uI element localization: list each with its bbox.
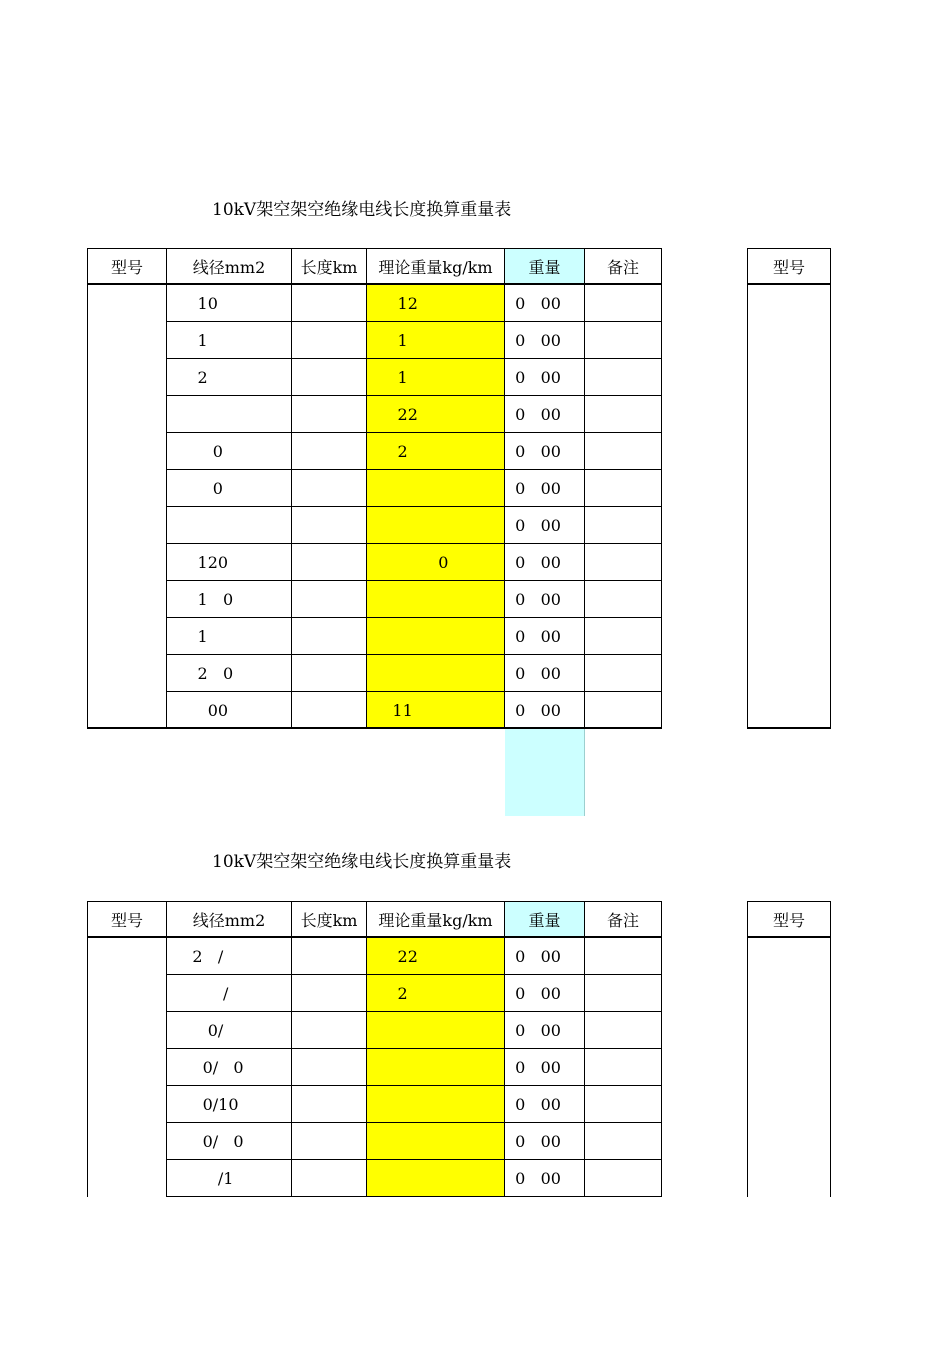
cell-weight[interactable]: 0 00 <box>505 507 585 544</box>
cell-theoretical-weight[interactable]: 1 <box>367 322 505 359</box>
cell-length[interactable] <box>292 1123 367 1160</box>
header-model[interactable]: 型号 <box>87 901 167 938</box>
header-length[interactable]: 长度km <box>292 901 367 938</box>
cell-size[interactable]: 2 <box>167 359 292 396</box>
cell-theoretical-weight[interactable]: 0 <box>367 544 505 581</box>
cell-theoretical-weight[interactable]: 11 <box>367 692 505 729</box>
cell-theoretical-weight[interactable] <box>367 581 505 618</box>
cell-theoretical-weight[interactable] <box>367 1123 505 1160</box>
cell-size[interactable]: 0 <box>167 433 292 470</box>
cell-size[interactable]: 2 0 <box>167 655 292 692</box>
cell-weight[interactable]: 0 00 <box>505 975 585 1012</box>
cell-length[interactable] <box>292 322 367 359</box>
cell-theoretical-weight[interactable]: 1 <box>367 359 505 396</box>
cell-note[interactable] <box>585 1049 662 1086</box>
cell-weight[interactable]: 0 00 <box>505 433 585 470</box>
cell-weight[interactable]: 0 00 <box>505 1049 585 1086</box>
cell-theoretical-weight[interactable] <box>367 1049 505 1086</box>
cell-size[interactable] <box>167 507 292 544</box>
cell-length[interactable] <box>292 359 367 396</box>
cell-weight[interactable]: 0 00 <box>505 470 585 507</box>
header-size[interactable]: 线径mm2 <box>167 901 292 938</box>
header-weight[interactable]: 重量 <box>505 901 585 938</box>
table-title: 10kV架空架空绝缘电线长度换算重量表 <box>212 852 512 872</box>
header-theoretical-weight[interactable]: 理论重量kg/km <box>367 248 505 285</box>
cell-size[interactable]: 0/ <box>167 1012 292 1049</box>
cell-note[interactable] <box>585 396 662 433</box>
cell-size[interactable]: 1 <box>167 322 292 359</box>
cell-note[interactable] <box>585 618 662 655</box>
cell-note[interactable] <box>585 938 662 975</box>
cell-theoretical-weight[interactable] <box>367 655 505 692</box>
cell-weight[interactable]: 0 00 <box>505 938 585 975</box>
cell-note[interactable] <box>585 1123 662 1160</box>
cell-size[interactable]: 0/ 0 <box>167 1123 292 1160</box>
header-note[interactable]: 备注 <box>585 248 662 285</box>
cell-theoretical-weight[interactable] <box>367 618 505 655</box>
header-weight[interactable]: 重量 <box>505 248 585 285</box>
cell-theoretical-weight[interactable] <box>367 470 505 507</box>
header-length[interactable]: 长度km <box>292 248 367 285</box>
cell-note[interactable] <box>585 470 662 507</box>
cell-weight[interactable]: 0 00 <box>505 1160 585 1197</box>
cell-note[interactable] <box>585 507 662 544</box>
cell-note[interactable] <box>585 359 662 396</box>
cell-length[interactable] <box>292 396 367 433</box>
cell-length[interactable] <box>292 692 367 729</box>
cell-note[interactable] <box>585 1160 662 1197</box>
model-merged-cell[interactable] <box>87 285 167 729</box>
cell-size[interactable]: 1 0 <box>167 581 292 618</box>
cell-weight[interactable]: 0 00 <box>505 581 585 618</box>
cell-size[interactable]: 1 <box>167 618 292 655</box>
cell-theoretical-weight[interactable] <box>367 507 505 544</box>
cell-size[interactable]: 0/ 0 <box>167 1049 292 1086</box>
cell-length[interactable] <box>292 618 367 655</box>
header-theoretical-weight[interactable]: 理论重量kg/km <box>367 901 505 938</box>
cell-length[interactable] <box>292 1160 367 1197</box>
cell-note[interactable] <box>585 692 662 729</box>
cell-size[interactable]: 0/10 <box>167 1086 292 1123</box>
cell-length[interactable] <box>292 975 367 1012</box>
cell-size[interactable]: /1 <box>167 1160 292 1197</box>
cell-length[interactable] <box>292 581 367 618</box>
cell-weight[interactable]: 0 00 <box>505 692 585 729</box>
cell-note[interactable] <box>585 1012 662 1049</box>
cell-size[interactable]: 2 / <box>167 938 292 975</box>
cell-note[interactable] <box>585 1086 662 1123</box>
cell-theoretical-weight[interactable]: 22 <box>367 938 505 975</box>
cell-note[interactable] <box>585 975 662 1012</box>
cell-note[interactable] <box>585 581 662 618</box>
cell-weight[interactable]: 0 00 <box>505 285 585 322</box>
header-note[interactable]: 备注 <box>585 901 662 938</box>
cell-weight[interactable]: 0 00 <box>505 1086 585 1123</box>
cell-weight[interactable]: 0 00 <box>505 396 585 433</box>
cell-length[interactable] <box>292 507 367 544</box>
model-merged-cell[interactable] <box>747 938 831 1197</box>
cell-theoretical-weight[interactable]: 2 <box>367 975 505 1012</box>
cell-weight[interactable]: 0 00 <box>505 618 585 655</box>
table-title: 10kV架空架空绝缘电线长度换算重量表 <box>212 200 512 220</box>
cell-weight[interactable]: 0 00 <box>505 1123 585 1160</box>
cell-length[interactable] <box>292 285 367 322</box>
cell-size[interactable]: 0 <box>167 470 292 507</box>
cell-weight[interactable]: 0 00 <box>505 544 585 581</box>
cell-size[interactable]: 00 <box>167 692 292 729</box>
cell-size[interactable]: / <box>167 975 292 1012</box>
header-size[interactable]: 线径mm2 <box>167 248 292 285</box>
model-merged-cell[interactable] <box>87 938 167 1197</box>
cell-length[interactable] <box>292 1086 367 1123</box>
cell-length[interactable] <box>292 1012 367 1049</box>
cell-note[interactable] <box>585 544 662 581</box>
cell-size[interactable]: 10 <box>167 285 292 322</box>
cell-theoretical-weight[interactable] <box>367 1160 505 1197</box>
header-model[interactable]: 型号 <box>87 248 167 285</box>
weight-column-highlight <box>505 729 585 816</box>
cell-theoretical-weight[interactable]: 2 <box>367 433 505 470</box>
cell-length[interactable] <box>292 938 367 975</box>
cell-length[interactable] <box>292 433 367 470</box>
cell-weight[interactable]: 0 00 <box>505 655 585 692</box>
cell-length[interactable] <box>292 544 367 581</box>
cell-weight[interactable]: 0 00 <box>505 359 585 396</box>
cell-theoretical-weight[interactable] <box>367 1012 505 1049</box>
cell-note[interactable] <box>585 285 662 322</box>
cell-length[interactable] <box>292 470 367 507</box>
cell-weight[interactable]: 0 00 <box>505 1012 585 1049</box>
cell-weight[interactable]: 0 00 <box>505 322 585 359</box>
cell-theoretical-weight[interactable]: 12 <box>367 285 505 322</box>
cell-note[interactable] <box>585 655 662 692</box>
cell-theoretical-weight[interactable]: 22 <box>367 396 505 433</box>
header-model-2[interactable]: 型号 <box>747 248 831 285</box>
model-merged-cell[interactable] <box>747 285 831 729</box>
header-model-2[interactable]: 型号 <box>747 901 831 938</box>
cell-theoretical-weight[interactable] <box>367 1086 505 1123</box>
cell-size[interactable]: 120 <box>167 544 292 581</box>
cell-size[interactable] <box>167 396 292 433</box>
cell-note[interactable] <box>585 433 662 470</box>
cell-length[interactable] <box>292 1049 367 1086</box>
cell-note[interactable] <box>585 322 662 359</box>
cell-length[interactable] <box>292 655 367 692</box>
